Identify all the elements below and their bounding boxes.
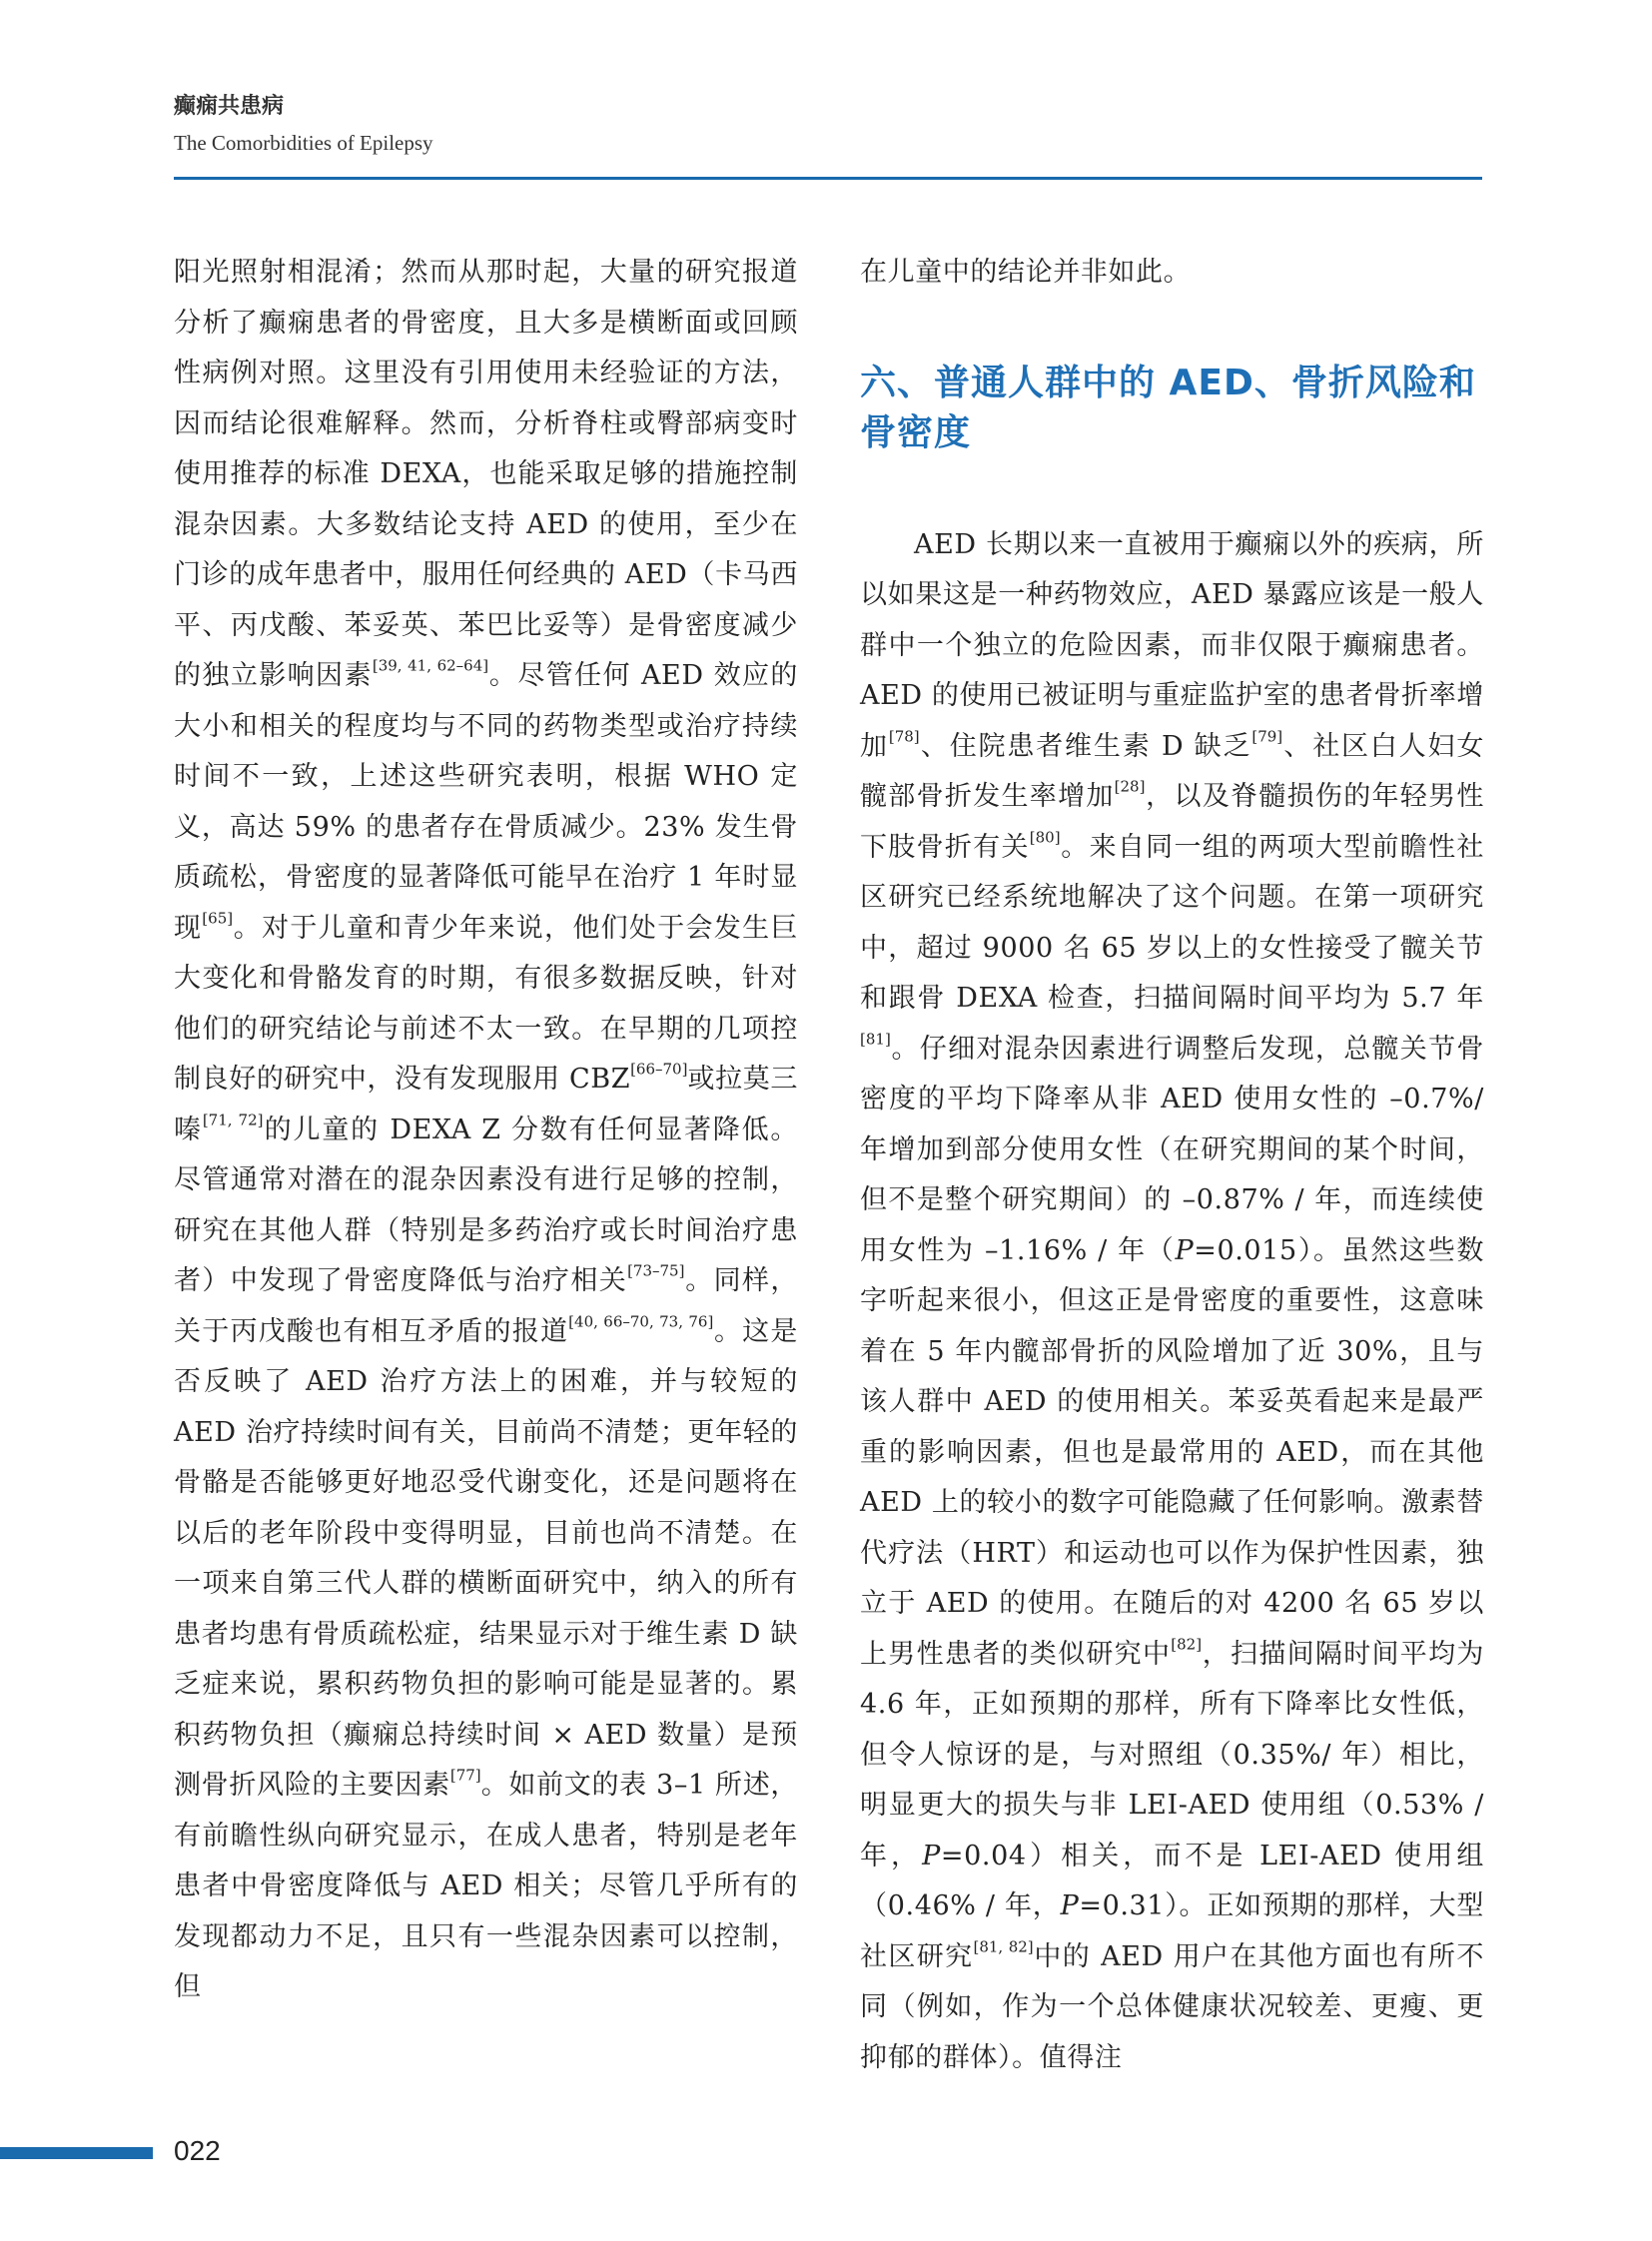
citation: [65]: [202, 909, 234, 927]
footer-accent-bar: [0, 2147, 153, 2159]
right-column: [860, 248, 1484, 2083]
citation: [79]: [1251, 727, 1283, 745]
body-paragraph: [174, 248, 798, 2013]
p-value-label: P: [1175, 1234, 1195, 1266]
section-heading: 六、普通人群中的 AED、骨折风险和骨密度: [860, 362, 1476, 453]
body-paragraph: 在儿童中的结论并非如此。: [860, 257, 1192, 288]
text-run: AED 长期以来一直被用于癫痫以外的疾病，所以如果这是一种药物效应，AED 暴露应该是一般人群中一个独立的危险因素，而非仅限于癫痫患者。AED 的使用已被证明与重症监护室的患者骨折率增加: [860, 528, 1484, 762]
text-run: 。尽管任何 AED 效应的大小和相关的程度均与不同的药物类型或治疗持续时间不一致，上述这些研究表明，根据 WHO 定义，高达 59% 的患者存在骨质减少。23% 发生骨质疏松，骨密度的显著降低可能早在治疗 1 年时显现: [174, 660, 799, 944]
text-run: =0.04）相关，而不是 LEI-AED 使用组（0.46% / 年，: [860, 1840, 1484, 1921]
citation: [81, 82]: [973, 1937, 1034, 1955]
text-run: 。这是否反映了 AED 治疗方法上的困难，并与较短的 AED 治疗持续时间有关，目前尚不清楚；更年轻的骨骼是否能够更好地忍受代谢变化，还是问题将在以后的老年阶段中变得明显，目前也尚不清楚。在一项来自第三代人群的横断面研究中，纳入的所有患者均患有骨质疏松症，结果显示对于维生素 D 缺乏症来说，累积药物负担的影响可能是显著的。累积药物负担（癫痫总持续时间 × AED 数量）是预测骨折风险的主要因素: [174, 1315, 798, 1801]
citation: [71, 72]: [202, 1111, 264, 1128]
text-run: 中的 AED 用户在其他方面也有所不同（例如，作为一个总体健康状况较差、更瘦、更抑郁的群体）。值得注: [860, 1940, 1484, 2073]
text-run: 或拉莫三嗪: [174, 1064, 798, 1145]
text-run: 。仔细对混杂因素进行调整后发现，总髋关节骨密度的平均下降率从非 AED 使用女性的 –0.7%/ 年增加到部分使用女性（在研究期间的某个时间，但不是整个研究期间）的 –0.87% / 年，而连续使用女性为 –1.16% / 年（: [860, 1033, 1484, 1266]
text-run: ，以及脊髓损伤的年轻男性下肢骨折有关: [860, 781, 1484, 863]
citation: [73–75]: [627, 1261, 685, 1280]
text-run: 、住院患者维生素 D 缺乏: [919, 730, 1252, 762]
citation: [28]: [1114, 777, 1146, 796]
p-value-label: P: [922, 1840, 941, 1871]
p-value-label: P: [1060, 1890, 1080, 1921]
citation: [82]: [1171, 1635, 1203, 1653]
citation: [66–70]: [630, 1060, 688, 1079]
text-run: 。对于儿童和青少年来说，他们处于会发生巨大变化和骨骼发育的时期，有很多数据反映，针对他们的研究结论与前述不太一致。在早期的几项控制良好的研究中，没有发现服用 CBZ: [174, 912, 798, 1095]
header-rule: [174, 177, 1482, 180]
text-run: 。如前文的表 3–1 所述，有前瞻性纵向研究显示，在成人患者，特别是老年患者中骨密度降低与 AED 相关；尽管几乎所有的发现都动力不足，且只有一些混杂因素可以控制，但: [174, 1770, 799, 2002]
citation: [77]: [449, 1766, 481, 1785]
text-run: =0.015）。虽然这些数字听起来很小，但这正是骨密度的重要性，这意味着在 5 年内髋部骨折的风险增加了近 30%，且与该人群中 AED 的使用相关。苯妥英看起来是最严重的影响因素，但也是最常用的 AED，而在其他 AED 上的较小的数字可能隐藏了任何影响。激素替代疗法（HRT）和运动也可以作为保护性因素，独立于 AED 的使用。在随后的对 4200 名 65 岁以上男性患者的类似研究中: [860, 1234, 1484, 1670]
header-title-cn: 癫痫共患病: [174, 94, 285, 119]
citation: [81]: [860, 1030, 891, 1048]
citation: [39, 41, 62–64]: [372, 656, 489, 675]
citation: [80]: [1029, 828, 1061, 846]
text-run: 、社区白人妇女髋部骨折发生率增加: [860, 730, 1484, 812]
text-run: 。同样，关于丙戊酸也有相互矛盾的报道: [174, 1265, 798, 1347]
text-run: =0.31）。正如预期的那样，大型社区研究: [860, 1890, 1484, 1972]
header-title-en: The Comorbidities of Epilepsy: [174, 131, 433, 155]
text-run: 的儿童的 DEXA Z 分数有任何显著降低。尽管通常对潜在的混杂因素没有进行足够的控制，研究在其他人群（特别是多药治疗或长时间治疗患者）中发现了骨密度降低与治疗相关: [174, 1114, 798, 1296]
text-run: 。来自同一组的两项大型前瞻性社区研究已经系统地解决了这个问题。在第一项研究中，超过 9000 名 65 岁以上的女性接受了髋关节和跟骨 DEXA 检查，扫描间隔时间平均为 5.7 年: [860, 831, 1485, 1014]
text-run: 阳光照射相混淆；然而从那时起，大量的研究报道分析了癫痫患者的骨密度，且大多是横断面或回顾性病例对照。这里没有引用使用未经验证的方法，因而结论很难解释。然而，分析脊柱或臀部病变时使用推荐的标准 DEXA，也能采取足够的措施控制混杂因素。大多数结论支持 AED 的使用，至少在门诊的成年患者中，服用任何经典的 AED（卡马西平、丙戊酸、苯妥英、苯巴比妥等）是骨密度减少的独立影响因素: [174, 257, 798, 691]
citation: [78]: [888, 727, 920, 745]
page-number: 022: [174, 2135, 221, 2166]
running-header: [174, 92, 1482, 158]
body-paragraph: [860, 520, 1484, 2084]
left-column: [174, 248, 798, 2013]
citation: [40, 66–70, 73, 76]: [568, 1312, 714, 1330]
text-run: ，扫描间隔时间平均为 4.6 年，正如预期的那样，所有下降率比女性低，但令人惊讶的是，与对照组（0.35%/ 年）相比，明显更大的损失与非 LEI-AED 使用组（0.53% / 年，: [860, 1638, 1484, 1871]
